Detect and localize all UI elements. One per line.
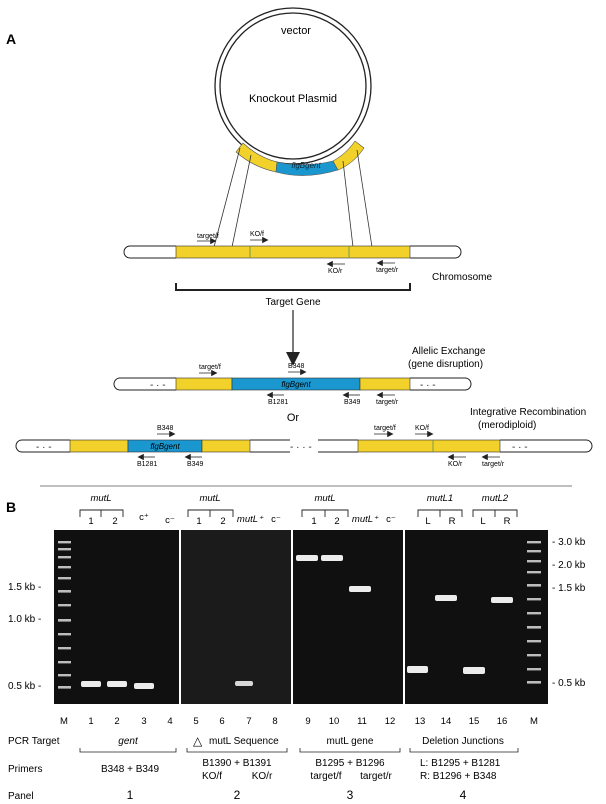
size-left-1500: 1.5 kb - [8, 582, 42, 593]
lane-10: 10 [328, 716, 340, 727]
size-right-1500: - 1.5 kb [552, 583, 586, 594]
size-right-3000: - 3.0 kb [552, 537, 586, 548]
primers-label: Primers [8, 764, 43, 775]
chromosome-label: Chromosome [432, 272, 493, 283]
band-lane-11 [349, 586, 371, 592]
lane-9: 9 [305, 716, 311, 727]
allelic-label-1: Allelic Exchange [412, 346, 486, 357]
lane-numbers [60, 716, 538, 727]
allelic-primer-target-r: target/r [376, 399, 399, 406]
primers-4-line2: R: B1296 + B348 [420, 771, 497, 782]
integrative-primer-target-r: target/r [482, 461, 505, 468]
plasmid-label: Knockout Plasmid [248, 93, 338, 105]
lane-15: 15 [468, 716, 480, 727]
group4-sub-2: R [448, 516, 456, 527]
target-gene-bracket [176, 283, 410, 308]
primers-1: B348 + B349 [100, 764, 160, 775]
integrative-primer-ko-f: KO/f [415, 425, 430, 432]
pcr-target-label: PCR Target [8, 736, 60, 747]
group1-gene: mutL [90, 493, 112, 504]
integrative-insert-label: flgBgent [150, 442, 180, 451]
group5-sub-2: R [503, 516, 511, 527]
primers-3-line2b: target/r [360, 771, 392, 782]
band-lane-10 [321, 555, 343, 561]
vector-label: vector [281, 25, 311, 37]
primer-target-r: target/r [376, 267, 399, 274]
gel-image [54, 530, 548, 704]
integrative-label-2: (merodiploid) [478, 420, 537, 431]
group4-gene: mutL1 [426, 493, 454, 504]
panel-a-letter: A [6, 31, 17, 47]
panel-number-3: 3 [346, 788, 354, 802]
lane-m-right: M [530, 716, 538, 727]
target-4: Deletion Junctions [422, 736, 504, 747]
target-2: mutL Sequence [209, 736, 279, 747]
lane-1: 1 [88, 716, 94, 727]
primer-target-f: target/f [197, 233, 219, 240]
or-label: Or [286, 412, 300, 424]
group3-sub-4: c⁻ [386, 514, 396, 525]
lane-5: 5 [193, 716, 199, 727]
panel-label: Panel [8, 791, 34, 802]
primers-2-line2b: KO/r [251, 771, 273, 782]
panel-number-1: 1 [126, 788, 134, 802]
group5-gene: mutL2 [481, 493, 509, 504]
band-lane-2 [107, 681, 127, 687]
lane-14: 14 [440, 716, 452, 727]
lane-7: 7 [246, 716, 252, 727]
panel-number-4: 4 [459, 788, 467, 802]
band-lane-7 [235, 681, 253, 686]
group3-sub-3: mutL⁺ [351, 514, 379, 525]
pcr-target-row [8, 734, 518, 752]
group3-sub-2: 2 [334, 516, 340, 527]
lane-16: 16 [496, 716, 508, 727]
size-left-500: 0.5 kb - [8, 681, 42, 692]
group2-sub-3: mutL⁺ [236, 514, 264, 525]
integrative-primer-b1281: B1281 [137, 461, 158, 468]
svg-text:- · -: - · - [36, 442, 52, 453]
panel-number-2: 2 [233, 788, 241, 802]
svg-text:- · -: - · - [150, 380, 166, 391]
group1-sub-3: c⁺ [139, 512, 149, 523]
lane-13: 13 [414, 716, 426, 727]
primer-ko-r: KO/r [328, 268, 343, 275]
size-left-1000: 1.0 kb - [8, 614, 42, 625]
lane-11: 11 [357, 716, 367, 727]
primers-4-line1: L: B1295 + B1281 [420, 758, 501, 769]
group2-sub-2: 2 [220, 516, 226, 527]
primers-3-line2a: target/f [310, 771, 342, 782]
primer-ko-f: KO/f [250, 231, 265, 238]
primers-3-line1: B1295 + B1296 [315, 758, 385, 769]
lane-12: 12 [384, 716, 396, 727]
primers-2-line2a: KO/f [201, 771, 223, 782]
allelic-label-2: (gene disruption) [408, 359, 484, 370]
integrative-primer-ko-r: KO/r [448, 461, 463, 468]
panel-row [8, 788, 467, 802]
knockout-plasmid [215, 8, 371, 176]
lane-6: 6 [219, 716, 225, 727]
target-gene-label: Target Gene [265, 297, 321, 308]
plasmid-gene-left [236, 143, 277, 172]
band-lane-1 [81, 681, 101, 687]
target-2-delta: △ [193, 734, 203, 748]
size-right-2000: - 2.0 kb [552, 560, 586, 571]
svg-text:- · -: - · - [420, 380, 436, 391]
allelic-primer-target-f: target/f [199, 364, 221, 371]
integrative-primer-b348: B348 [157, 425, 174, 432]
band-lane-3 [134, 683, 154, 689]
group1-sub-1: 1 [88, 516, 94, 527]
size-labels-right [552, 537, 586, 689]
lane-headers [80, 493, 517, 527]
group2-sub-1: 1 [196, 516, 202, 527]
lane-m-left: M [60, 716, 68, 727]
group2-gene: mutL [199, 493, 221, 504]
primers-2-line1: B1390 + B1391 [202, 758, 272, 769]
allelic-insert-label: flgBgent [281, 380, 311, 389]
group5-sub-1: L [480, 516, 486, 527]
band-lane-15 [463, 667, 485, 674]
integrative-label-1: Integrative Recombination [470, 407, 587, 418]
band-lane-13 [407, 666, 428, 673]
svg-text:- · -: - · - [512, 442, 528, 453]
chromosome-target [124, 231, 492, 283]
size-right-500: - 0.5 kb [552, 678, 586, 689]
panel-b-letter: B [6, 499, 17, 515]
lane-2: 2 [114, 716, 120, 727]
lane-4: 4 [167, 716, 173, 727]
svg-text:- · · -: - · · - [290, 442, 312, 453]
target-1: gent [118, 736, 138, 747]
band-lane-14 [435, 595, 457, 601]
target-3: mutL gene [326, 736, 374, 747]
chromosome-integrative [16, 407, 592, 468]
chromosome-allelic-exchange [114, 346, 486, 406]
primers-row [8, 758, 501, 782]
integrative-primer-b349: B349 [187, 461, 204, 468]
allelic-primer-b348: B348 [288, 363, 305, 370]
plasmid-insert-label: flgBgent [291, 161, 321, 170]
group2-sub-4: c⁻ [271, 514, 281, 525]
group4-sub-1: L [425, 516, 431, 527]
band-lane-9 [296, 555, 318, 561]
size-labels-left [8, 582, 41, 692]
integrative-primer-target-f: target/f [374, 425, 396, 432]
group1-sub-2: 2 [112, 516, 118, 527]
group1-sub-4: c⁻ [165, 515, 175, 526]
allelic-primer-b1281: B1281 [268, 399, 289, 406]
allelic-primer-b349: B349 [344, 399, 361, 406]
lane-3: 3 [141, 716, 147, 727]
group3-gene: mutL [314, 493, 336, 504]
band-lane-16 [491, 597, 513, 603]
lane-8: 8 [272, 716, 278, 727]
group3-sub-1: 1 [311, 516, 317, 527]
